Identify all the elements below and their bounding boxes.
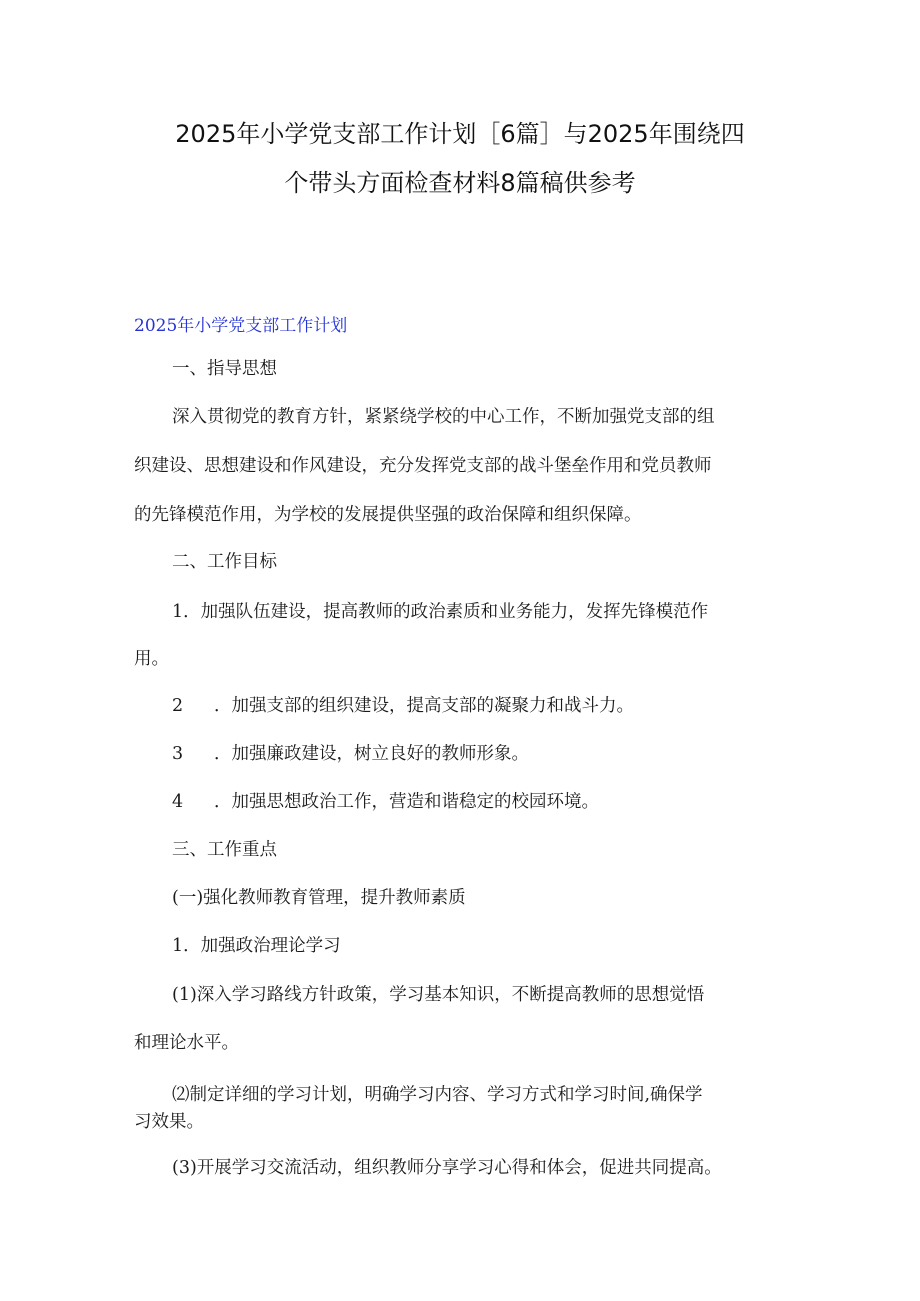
goal-item-1: 1．加强队伍建设，提高教师的政治素质和业务能力，发挥先锋模范作 [172, 602, 709, 622]
study-item-1-continued: 和理论水平。 [134, 1033, 239, 1053]
study-item-1: (1)深入学习路线方针政策，学习基本知识，不断提高教师的思想觉悟 [172, 985, 705, 1005]
section-link-party-branch-plan[interactable]: 2025年小学党支部工作计划 [134, 316, 348, 336]
subheading-teacher-management: (一)强化教师教育管理，提升教师素质 [172, 888, 466, 908]
subheading-political-study: 1．加强政治理论学习 [172, 936, 341, 956]
paragraph-line: 的先锋模范作用，为学校的发展提供坚强的政治保障和组织保障。 [134, 505, 642, 525]
paragraph-line: 深入贯彻党的教育方针，紧紧绕学校的中心工作，不断加强党支部的组 [172, 407, 715, 427]
heading-work-focus: 三、工作重点 [172, 840, 277, 860]
goal-item-3: ．加强廉政建设，树立良好的教师形象。 [214, 744, 529, 764]
heading-work-goals: 二、工作目标 [172, 552, 277, 572]
paragraph-line: 织建设、思想建设和作风建设，充分发挥党支部的战斗堡垒作用和党员教师 [134, 456, 712, 476]
heading-guiding-ideology: 一、指导思想 [172, 359, 277, 379]
goal-item-2-number: 2 [172, 696, 184, 716]
goal-item-4: ．加强思想政治工作，营造和谐稳定的校园环境。 [214, 792, 599, 812]
goal-item-3-number: 3 [172, 744, 184, 764]
study-item-2-continued: 习效果。 [134, 1112, 204, 1132]
goal-item-2: ．加强支部的组织建设，提高支部的凝聚力和战斗力。 [214, 696, 634, 716]
document-title-line-1: 2025年小学党支部工作计划［6篇］与2025年围绕四 [175, 120, 745, 148]
study-item-2: ⑵制定详细的学习计划，明确学习内容、学习方式和学习时间,确保学 [172, 1085, 703, 1105]
goal-item-1-continued: 用。 [134, 649, 169, 669]
study-item-3: (3)开展学习交流活动，组织教师分享学习心得和体会，促进共同提高。 [172, 1158, 722, 1178]
document-title-line-2: 个带头方面检查材料8篇稿供参考 [284, 169, 636, 197]
goal-item-4-number: 4 [172, 792, 184, 812]
